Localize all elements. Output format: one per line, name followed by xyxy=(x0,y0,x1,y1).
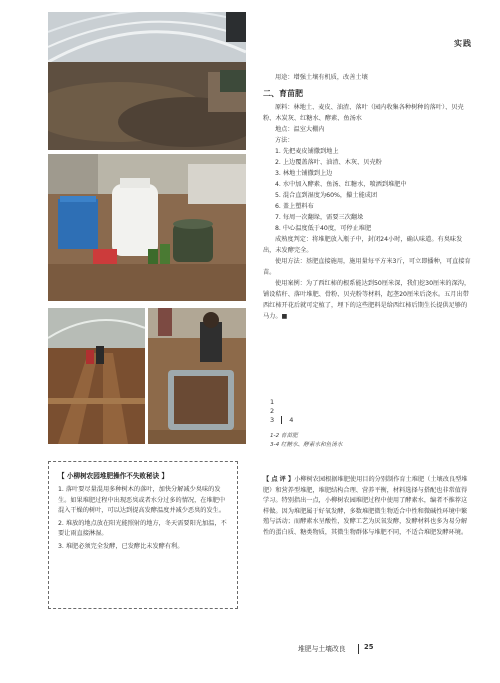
figure-layout-key xyxy=(270,398,310,425)
step-item: 3. 林地土铺撒到上边 xyxy=(275,170,333,177)
photo-compost-materials xyxy=(48,154,246,301)
tips-item: 3. 堆肥必须完全发酵，已发酵比未发酵有利。 xyxy=(58,542,184,550)
figure-layout-1: 1 xyxy=(270,398,275,406)
tips-box xyxy=(48,461,238,609)
intro-line: 用途：增强土壤有机质，改善土壤 xyxy=(275,74,368,81)
figure-layout-divider xyxy=(281,416,282,424)
materials-text: 原料：林地土、麦皮、油渣、落叶（园内收集各种树种的落叶）、贝壳粉、木炭灰、红糖水、酵素、鱼汤水 xyxy=(263,104,464,122)
step-item: 4. 水中加入酵素、鱼汤、红糖水，喷洒到堆肥中 xyxy=(275,181,407,188)
editor-comment xyxy=(263,475,473,538)
step-item: 6. 盖上塑料布 xyxy=(275,203,314,210)
step-item: 1. 先把麦皮铺撒到地上 xyxy=(275,148,339,155)
photo-field-workers xyxy=(48,308,145,444)
figure-captions xyxy=(270,432,470,450)
comment-label: 【 点 评 】 xyxy=(263,476,295,483)
footer-title: 堆肥与土壤改良 xyxy=(298,645,346,653)
step-item: 2. 上边覆盖落叶、油渣、木灰、贝壳粉 xyxy=(275,159,382,166)
section-tag: 实践 xyxy=(454,39,472,48)
step-item: 8. 中心温度低于40度，可停止堆肥 xyxy=(275,225,372,232)
tips-title: 【 小柳树农园堆肥操作不失败秘诀 】 xyxy=(58,472,169,480)
case-text: 使用案例：为了西红柿的根系能达到50厘米深，我们挖30厘米的深沟，铺设秸秆、落叶堆肥、骨粉、贝壳粉等材料，起垄20厘米后浇水。五月出带西红柿开花后就可定植了，埋下的这些肥料是给西红柿后期生长提供足够的马力。■ xyxy=(263,280,471,320)
maturity-text: 成熟度判定：将堆肥放入瓶子中，封闭24小时，确认味道。有臭味发出，未发酵完全。 xyxy=(263,236,463,254)
figure-caption-2: 3-4 红糖水、酵素水和鱼汤水 xyxy=(270,442,343,448)
figure-layout-4: 4 xyxy=(289,416,294,424)
section-heading: 二、育苗肥 xyxy=(263,89,303,98)
tips-item: 1. 落叶要尽量混用多种树木的落叶，加快分解减少臭味的发生。如果堆肥过程中出现恶臭或者水分过多的情况，在堆肥中混入干燥的树叶，可以达到提高发酵温度并减少恶臭的发生。 xyxy=(58,486,226,514)
page-number: 25 xyxy=(364,643,374,651)
figure-layout-2: 2 xyxy=(270,407,275,415)
photo-greenhouse-interior xyxy=(48,12,246,150)
step-item: 5. 混合直到湿度为60%，攥土能成团 xyxy=(275,192,378,199)
step-item: 7. 每周一次翻垛，需要三次翻垛 xyxy=(275,214,364,221)
photo-compost-handling xyxy=(148,308,246,444)
method-label: 方法： xyxy=(275,137,294,144)
comment-text: 小柳树农园根据堆肥使用目的分别制作育土堆肥（土壤改良型堆肥）和营养型堆肥，堆肥结构合理、营养平衡，材料选择与搭配也非常值得学习。特别指出一点，小柳树农园堆肥过程中使用了酵素水，编者不推荐这样做。因为堆肥属于好氧发酵，多数堆肥微生物适合中性和微碱性环境中繁殖与活动；而酵素水呈酸性，发酵工艺为厌氧发酵，发酵材料也多为易分解性的蛋白质、糖类物质，其微生物群体与堆肥不同，不适合堆肥发酵环境。 xyxy=(263,476,468,536)
article-body xyxy=(263,72,473,322)
figure-layout-3: 3 xyxy=(270,416,275,424)
figure-layout-row-3-4 xyxy=(270,416,310,425)
usage-text: 使用方法：基肥直接施用，施用量每平方米3斤，可立即播种，可直接育苗。 xyxy=(263,258,471,276)
tips-item: 2. 堆放的地点放在阳光能照射的地方，冬天需要阳光加温，不要让雨直接淋湿。 xyxy=(58,519,227,537)
location-text: 地点：温室大棚内 xyxy=(275,126,325,133)
figure-caption-1: 1-2 育苗肥 xyxy=(270,433,298,439)
footer-divider xyxy=(358,644,359,654)
